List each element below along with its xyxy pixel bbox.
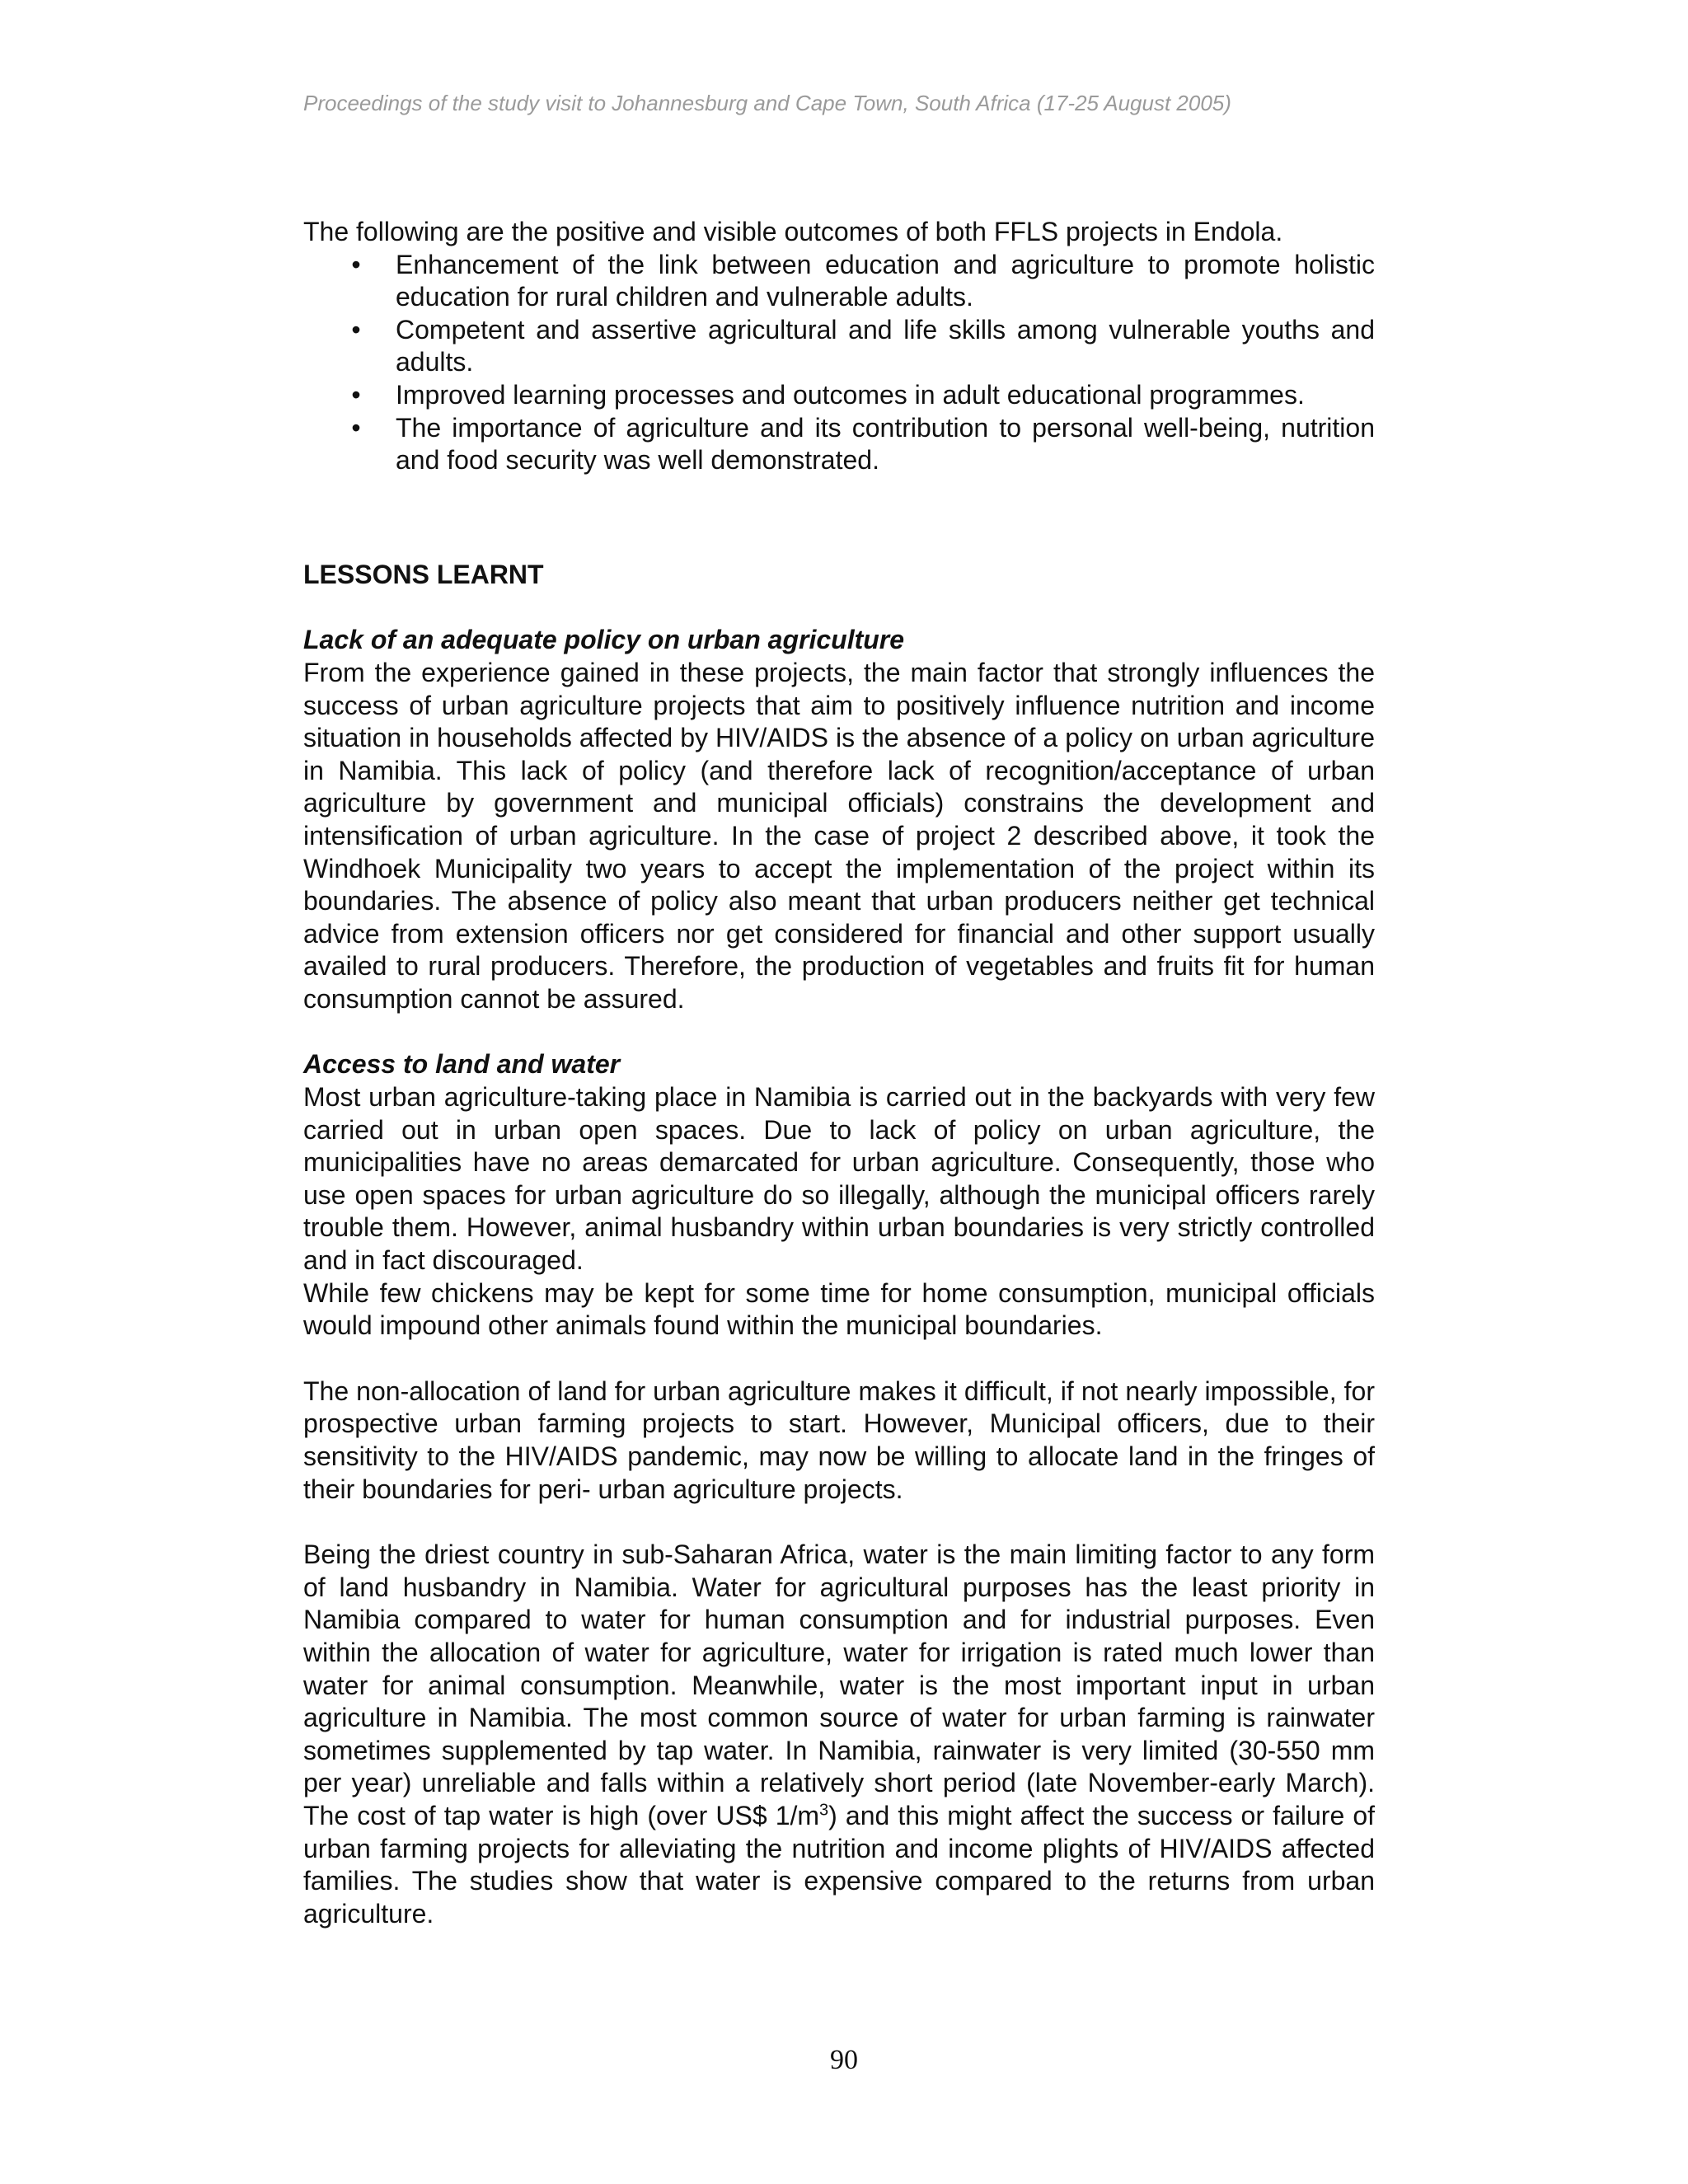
spacer — [303, 1506, 1375, 1539]
subheading-land-water: Access to land and water — [303, 1049, 621, 1080]
list-item-text: Enhancement of the link between education and agriculture to promote holistic education for rural children and vulnerable adults. — [396, 249, 1375, 312]
list-item-text: Competent and assertive agricultural and life skills among vulnerable youths and adults. — [396, 314, 1375, 377]
bullet-icon: • — [351, 249, 361, 279]
body-text — [303, 216, 1375, 1930]
paragraph-land-2: While few chickens may be kept for some time for home consumption, municipal officials would impound other animals found within the municipal boundaries. — [303, 1277, 1375, 1341]
intro-sentence: The following are the positive and visible outcomes of both FFLS projects in Endola. — [303, 217, 1283, 246]
bullet-icon: • — [351, 314, 361, 344]
list-item — [351, 379, 1375, 412]
spacer — [303, 591, 1375, 624]
bullet-icon: • — [351, 379, 361, 410]
outcomes-list — [303, 249, 1375, 477]
list-item — [351, 314, 1375, 379]
spacer — [303, 477, 1375, 559]
paragraph-land-1: Most urban agriculture-taking place in Namibia is carried out in the backyards with very few carried out in urban open spaces. Due to lack of policy on urban agriculture, the municipalities have no areas demarcated for urban agriculture. Consequently, those who use open spaces for urban agriculture do so illegally, although the municipal officers rarely trouble them. However, animal husbandry within urban boundaries is very strictly controlled and in fact discouraged. — [303, 1082, 1375, 1276]
list-item — [351, 412, 1375, 477]
paragraph-land-3: The non-allocation of land for urban agriculture makes it difficult, if not nearly impossible, for prospective urban farming projects to start. However, Municipal officers, due to their sensitivity to the HIV/AIDS pandemic, may now be willing to allocate land in the fringes of their boundaries for peri- urban agriculture projects. — [303, 1376, 1375, 1504]
paragraph-water — [303, 1539, 1375, 1930]
page-number: 90 — [830, 2045, 858, 2075]
bullet-icon: • — [351, 412, 361, 443]
superscript-cubed: 3 — [819, 1801, 829, 1820]
list-item-text: The importance of agriculture and its contribution to personal well-being, nutrition and food security was well demonstrated. — [396, 412, 1375, 476]
subheading-policy: Lack of an adequate policy on urban agriculture — [303, 625, 905, 655]
section-heading-lessons: LESSONS LEARNT — [303, 559, 544, 589]
list-item — [351, 249, 1375, 314]
running-header: Proceedings of the study visit to Johannesburg and Cape Town, South Africa (17-25 August 2005) — [303, 91, 1231, 115]
paragraph-policy: From the experience gained in these projects, the main factor that strongly influences the success of urban agriculture projects that aim to positively influence nutrition and income situation in households affected by HIV/AIDS is the absence of a policy on urban agriculture in Namibia. This lack of policy (and therefore lack of recognition/acceptance of urban agriculture by government and municipal officials) constrains the development and intensification of urban agriculture. In the case of project 2 described above, it took the Windhoek Municipality two years to accept the implementation of the project within its boundaries. The absence of policy also meant that urban producers neither get technical advice from extension officers nor get considered for financial and other support usually availed to rural producers. Therefore, the production of vegetables and fruits fit for human consumption cannot be assured. — [303, 657, 1375, 1014]
list-item-text: Improved learning processes and outcomes in adult educational programmes. — [396, 379, 1305, 410]
paragraph-water-text-b: ) and this might affect the success or failure of urban farming projects for alleviating the nutrition and income plights of HIV/AIDS affected families. The studies show that water is expensive compared to the returns from urban agriculture. — [303, 1800, 1376, 1929]
spacer — [303, 1015, 1375, 1048]
spacer — [303, 1343, 1375, 1376]
paragraph-water-text-a: Being the driest country in sub-Saharan Africa, water is the main limiting factor to any form of land husbandry in Namibia. Water for agricultural purposes has the least priority in Namibia compared to water for human consumption and for industrial purposes. Even within the allocation of water for agriculture, water for irrigation is rated much lower than water for animal consumption. Meanwhile, water is the most important input in urban agriculture in Namibia. The most common source of water for urban farming is rainwater sometimes supplemented by tap water. In Namibia, rainwater is very limited (30-550 mm per year) unreliable and falls within a relatively short period (late November-early March). The cost of tap water is high (over US$ 1/m — [303, 1540, 1375, 1830]
